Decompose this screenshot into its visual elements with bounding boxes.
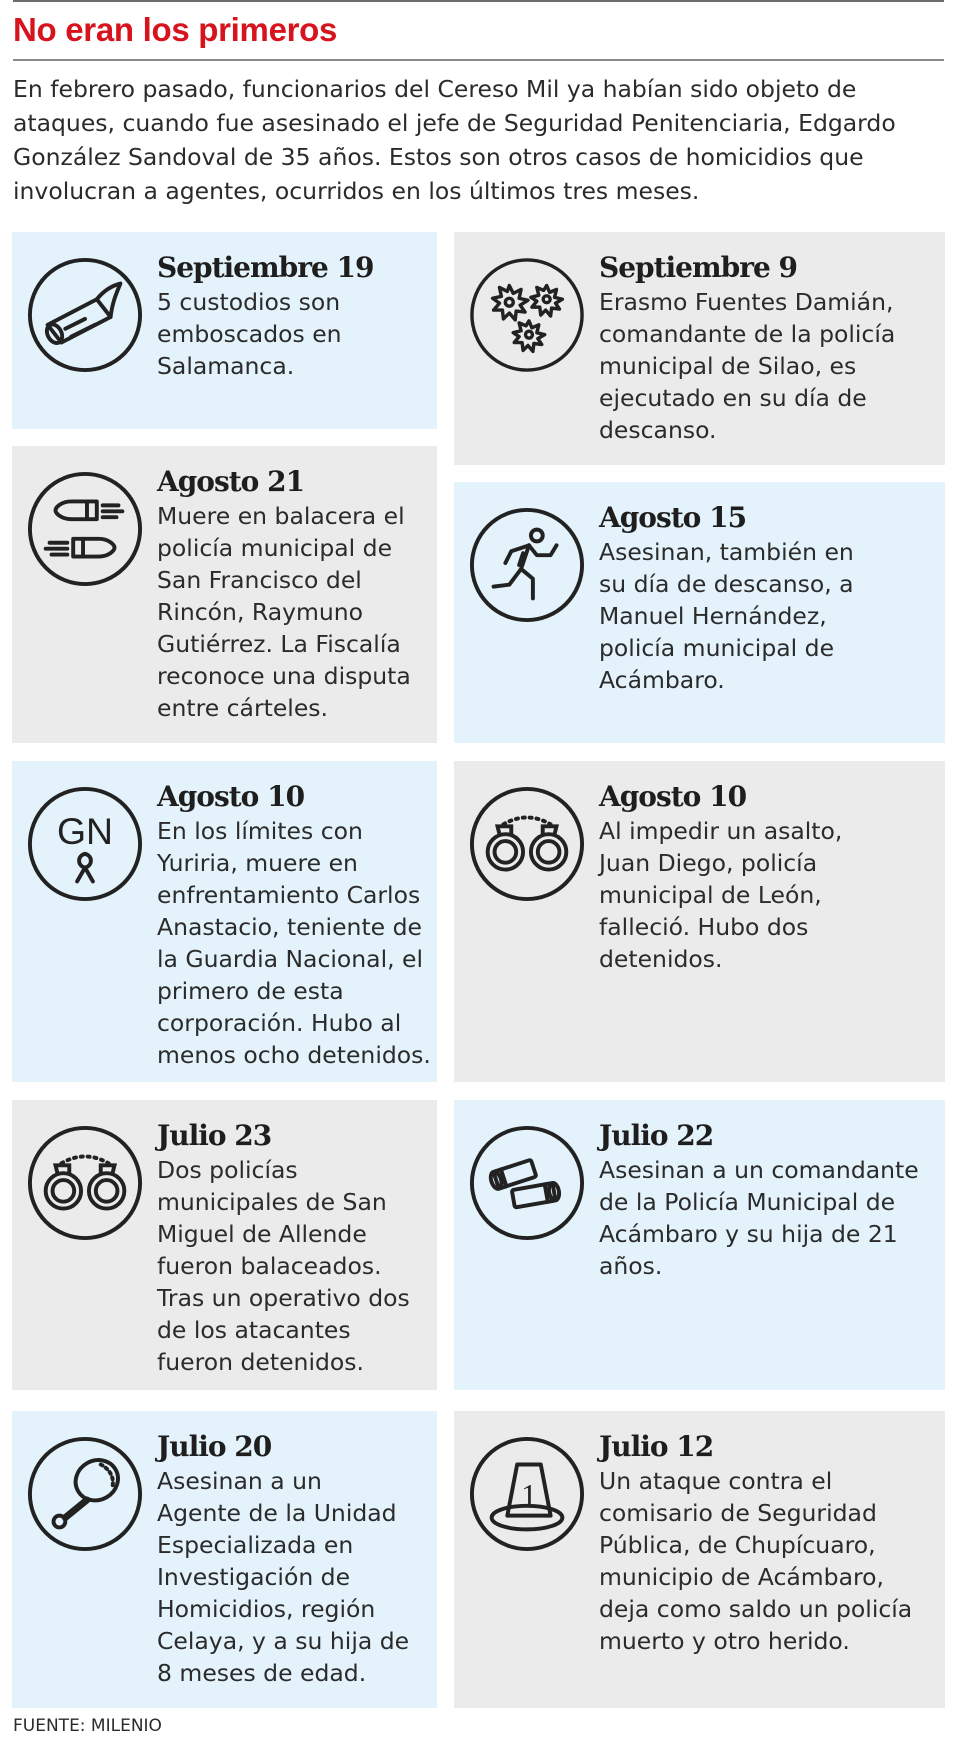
case-date: Agosto 21	[157, 465, 305, 498]
top-rule	[13, 0, 944, 2]
case-date: Julio 22	[599, 1119, 714, 1152]
bullet-casings-icon	[468, 1124, 586, 1242]
evidence-marker-icon	[468, 1435, 586, 1553]
case-description: Dos policías municipales de San Miguel de Allende fueron balaceados. Tras un operativo dos de los atacantes fueron detenidos.	[157, 1156, 410, 1376]
handcuffs-icon	[26, 1124, 144, 1242]
evidence-marker-icon-text: 1	[521, 1477, 537, 1513]
case-date: Agosto 15	[599, 501, 747, 534]
case-description: Un ataque contra el comisario de Seguridad Pública, de Chupícuaro, municipio de Acámbaro, deja como saldo un policía muerto y otro herido.	[599, 1467, 913, 1655]
case-card-agosto-15	[454, 482, 945, 743]
case-description: Al impedir un asalto, Juan Diego, policía municipal de León, falleció. Hubo dos detenidos.	[599, 817, 843, 973]
case-description: En los límites con Yuriria, muere en enfrentamiento Carlos Anastacio, teniente de la Guardia Nacional, el primero de esta corporación. Hubo al menos ocho detenidos.	[157, 817, 431, 1069]
case-date: Julio 12	[599, 1430, 714, 1463]
case-card-julio-22	[454, 1100, 945, 1390]
page-title: No eran los primeros	[13, 11, 338, 48]
ambush-log-icon	[26, 256, 144, 374]
case-card-julio-20	[12, 1411, 437, 1708]
case-description: 5 custodios son emboscados en Salamanca.	[157, 288, 342, 380]
case-date: Septiembre 9	[599, 251, 797, 284]
guardia-nacional-icon	[26, 785, 144, 903]
source-credit: FUENTE: MILENIO	[13, 1716, 162, 1736]
case-card-julio-23	[12, 1100, 437, 1390]
case-description: Erasmo Fuentes Damián, comandante de la policía municipal de Silao, es ejecutado en su día de descanso.	[599, 288, 896, 444]
explosion-icon	[468, 256, 586, 374]
case-card-agosto-10-leon	[454, 761, 945, 1082]
case-date: Agosto 10	[157, 780, 305, 813]
guardia-nacional-icon-text: GN	[56, 810, 114, 852]
case-card-agosto-21	[12, 446, 437, 743]
case-card-agosto-10-gn	[12, 761, 437, 1082]
intro-paragraph: En febrero pasado, funcionarios del Cereso Mil ya habían sido objeto de ataques, cuando fue asesinado el jefe de Seguridad Penitenciaria, Edgardo González Sandoval de 35 años. Estos son otros casos de homicidios que involucran a agentes, ocurridos en los últimos tres meses.	[13, 75, 896, 205]
case-description: Asesinan, también en su día de descanso, a Manuel Hernández, policía municipal de Acámbaro.	[599, 538, 854, 694]
case-card-septiembre-19	[12, 232, 437, 429]
baby-rattle-icon	[26, 1435, 144, 1553]
case-description: Asesinan a un Agente de la Unidad Especializada en Investigación de Homicidios, región Celaya, y a su hija de 8 meses de edad.	[157, 1467, 410, 1687]
case-description: Muere en balacera el policía municipal de San Francisco del Rincón, Raymuno Gutiérrez. La Fiscalía reconoce una disputa entre cárteles.	[157, 502, 411, 722]
case-date: Septiembre 19	[157, 251, 374, 284]
running-man-icon	[468, 506, 586, 624]
bullets-icon	[26, 470, 144, 588]
case-date: Julio 23	[157, 1119, 272, 1152]
case-description: Asesinan a un comandante de la Policía Municipal de Acámbaro y su hija de 21 años.	[599, 1156, 919, 1280]
case-date: Agosto 10	[599, 780, 747, 813]
case-date: Julio 20	[157, 1430, 272, 1463]
handcuffs-icon	[468, 785, 586, 903]
case-card-septiembre-9	[454, 232, 945, 465]
title-rule	[13, 59, 944, 61]
case-card-julio-12	[454, 1411, 945, 1708]
